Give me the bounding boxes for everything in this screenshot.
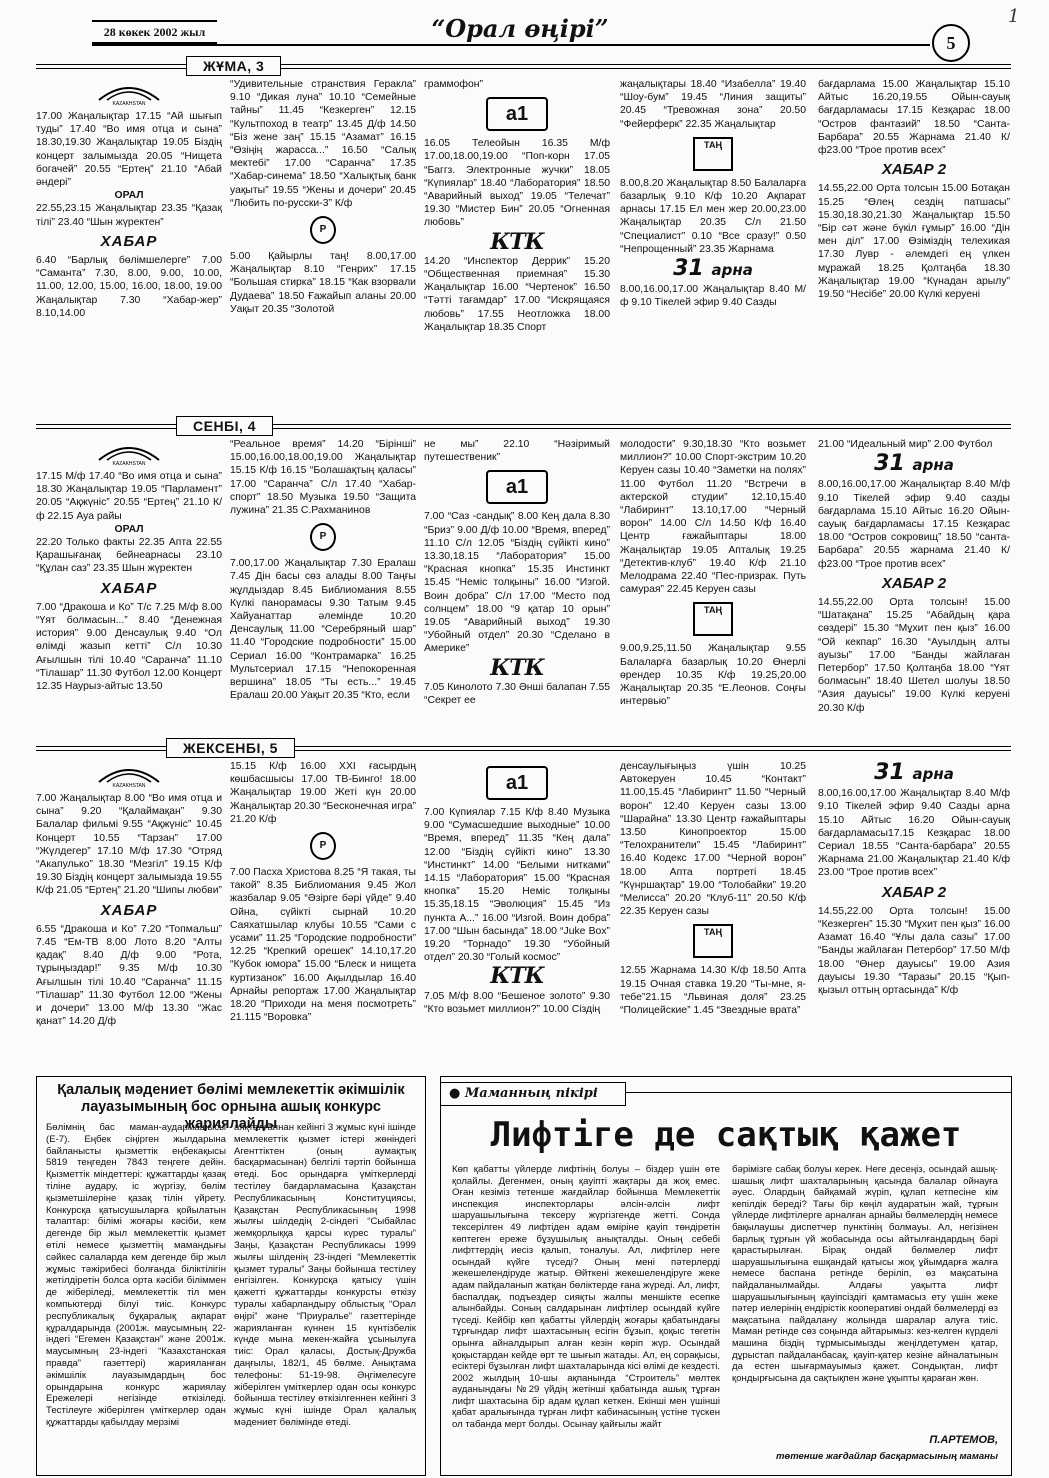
program-listing: 7.00,17.00 Жаңалықтар 7.30 Ералаш 7.45 Дін басы сөз алады 8.00 Таңғы жұлдыздар 8.45 Библиомания 8.55 Күлкі панорамасы 9.30 Татым 9.45 Хайуанаттар әлемінде 10.20 Денсаулық 11.00 “Серебряный шар” 11.40 “Городские подробности” 15.00 Сериал 16.00 “Контрамарка” 16.25 Мультсериал 17.15 “Непокоренная вершина” 18.05 “Ты есть...” 19.45 Ералаш 20.00 Уақыт 20.35 “Кто, если: [230, 558, 416, 702]
article: [440, 1076, 1012, 1476]
article-author: П.АРТЕМОВ,: [929, 1434, 998, 1446]
program-listing: “Реальное время” 14.20 “Біріншi” 15.00,16.00,18.00,19.00 Жаңалықтар 15.15 К/ф 16.15 “Болашақтың қаласы” 17.00 “Саранча” С/л 17.40 “Хабар-спорт” 18.50 Музыка 19.50 “Защита лужина” 21.35 С.Рахманинов: [230, 439, 416, 517]
page-number: 5: [932, 24, 970, 62]
region-heading: ОРАЛ: [114, 523, 144, 535]
day-label: ЖҰМА, 3: [186, 56, 281, 76]
program-listing: 14.55,22.00 Орта толсын! 15.00 “Кезкерген” 15.30 “Мұхит пен қыз” 16.00 Азамат 16.40 “Ұлы дала сазы” 17.00 “Банды жайлаған Петербор” 17.50 М/ф 18.00 “Өнер дауысы” 19.00 Азия дауысы 19.30 “Таразы” 20.15 “Қып-қызыл оттың ортасында” К/ф: [818, 905, 1010, 997]
channel-31-logo-icon: 31 арна: [673, 256, 753, 282]
program-listing: 12.55 Жарнама 14.30 К/ф 18.50 Апта 19.15 Очная ставка 19.20 “Ты-мне, я-тебе”21.15 “Львиная доля” 23.25 “Полицейские” 1.45 “Звездные врата”: [620, 965, 806, 1017]
ktk-logo-icon: КТК: [490, 963, 544, 990]
a1-logo-icon: a1: [486, 97, 548, 131]
notice-text-left: Бөлімнің бас маман-аудармашысы (Е-7). Еңбек сіңірген жылдарына байланысты қызметтік еңбекақысы 5819 теңгеден 7843 теңгеге дейін. Қызметтік міндеттері: құжаттарды қазақ тіліне аудару, іс жүргізу, бөлім қызметшілеріне қазақ тілін үйрету. Конкурсқа қатысушыларға қойылатын талаптар: білімі жоғары кәсіби, кем дегенде бір жыл мемлекеттік қызмет өтілі немесе қызметтің мамандығы сәйкес салаларда кем дегенде бір жыл жұмыс тәжірибесі болғанда біліктілігін жетілдіретін болса орта кәсіби біліммен де жіберіледі, мемлекеттік тіл мен компьютерді білуі тиіс. Конкурс республикалық бұқаралық ақпарат құралдарында (2001ж. маусымның 22-індегі “Егемен Қазақстан” және 2001ж. маусымның 23-індегі “Казахстанская правда” газеттері) жарияланған әкімшілік лауазымдардың бос орындарына конкурс жариялау Ережелері негізінде өткізіледі. Тестілеуге жіберілген үміткерлер одан құжаттарды қабылдау мерзімі: [46, 1122, 226, 1428]
program-listing: 8.00,16.00,17.00 Жаңалықтар 8.40 М/ф 9.10 Тікелей эфир 9.40 Сазды: [620, 284, 806, 309]
article-rubric: ● Маманның пікірі: [440, 1082, 626, 1106]
schedule-column: [424, 760, 610, 1066]
program-listing: 17.15 М/ф 17.40 “Во имя отца и сына” 18.30 Жаңалықтар 19.05 “Парламент” 20.05 “Ақжүніс” 20.55 “Ертең” 21.10 К/ф 22.15 Ауа райы: [36, 471, 222, 522]
program-listing: жаңалықтары 18.40 “Изабелла” 19.40 “Шоу-бум” 19.45 “Линия защиты” 20.45 “Тревожная зона” 20.50 “Фейерферк” 22.35 Жаңалықтар: [620, 79, 806, 130]
program-listing: денсаулығыңыз үшін 10.25 Автокеруен 10.45 “Контакт” 11.00,15.45 “Лабиринт” 11.50 “Черный ворон” 12.40 Керуен сазы 13.00 “Шарайна” 13.30 Центр ғажайыптары 13.50 Кинопроектор 15.00 “Телохранители” 15.45 “Лабиринт” 16.40 Кодекс 17.00 “Черной ворон” 18.00 Апта портреті 18.45 “Күнршақтар” 19.00 “Толобайки” 19.20 “Мелисса” 20.20 “Клуб-11” 20.50 К/ф 22.35 Керуен сазы: [620, 761, 806, 918]
schedule-column: [36, 760, 222, 1066]
program-listing: молодости” 9.30,18.30 “Кто возьмет миллион?” 10.00 Спорт-экстрим 10.20 Керуен сазы 10.40 “Заметки на полях” 11.00 Футбол 11.20 “Встречи в актерской студии” 12.10,15.40 “Лабиринт” 13.10,17.00 “Черный ворон” 14.00 С/л 14.50 К/ф 16.40 Центр ғажайыптары 18.00 Жаңалықтар 19.05 Апталық 19.25 “Детектив-клуб” 19.40 К/ф 21.10 Мелодрама 22.40 “Пес-призрак. Путь самурая” 22.45 Керуен сазы: [620, 439, 806, 596]
khabar-logo-icon: ХАБАР: [100, 579, 158, 597]
program-listing: 14.20 “Инспектор Деррик” 15.20 “Общественная приемная” 15.30 Жаңалықтар 16.00 “Чертенок” 16.50 “Тәтті тағамдар” 17.00 “Искрящаяся любовь” 17.55 Неотложка 18.00 Жаңалықтар 18.35 Спорт: [424, 255, 610, 333]
day-label: ЖЕКСЕНБІ, 5: [166, 738, 295, 758]
program-listing: граммофон”: [424, 79, 483, 90]
schedule-column: [36, 438, 222, 736]
khabar2-logo-icon: ХАБАР 2: [881, 574, 947, 592]
program-listing: 6.40 “Барлық бөлімшелерге” 7.00 “Саманта” 7.30, 8.00, 9.00, 10.00, 11.00, 12.00, 15.00, 16.00, 18.00, 19.00 Жаңалықтар 7.30 “Хабар-жер” 8.10,14.00: [36, 255, 222, 319]
schedule-column: [620, 78, 806, 412]
schedule-column: [424, 438, 610, 736]
schedule-column: [818, 78, 1010, 412]
issue-date: 28 көкек 2002 жыл: [92, 20, 217, 44]
program-listing: 9.00,9.25,11.50 Жаңалықтар 9.55 Балаларға базарлық 10.20 Өнерлі өрендер 10.35 К/ф 19.25,20.00 Жаңалықтар 20.35 “Е.Леонов. Соңғы интервью”: [620, 643, 806, 708]
svg-text:KAZAKHSTAN: KAZAKHSTAN: [112, 101, 146, 106]
program-listing: 5.00 Қайырлы таң! 8.00,17.00 Жаңалықтар 8.10 “Генрих” 17.15 “Большая стирка” 18.15 “Как взорвали Дудаева” 18.50 Ғажайып аланы 20.00 Уақыт 20.35 “Золотой: [230, 251, 416, 315]
program-listing: 14.55,22.00 Орта толсын! 15.00 “Шатақана” 15.25 “Абайдың қара сөздері” 15.30 “Мұхит пен қыз” 16.00 “Ой кекпар” 16.30 “Ауылдың алты ауызы” 17.00 “Банды жайлаған Петербор” 17.50 Қолтаңба 18.00 “Үят болмасын” 18.40 Шетел шолуы 18.50 “Азия дауысы” 19.00 Күлкі керуені 20.30 К/ф: [818, 597, 1010, 714]
article-headline: Лифтіге де сақтық қажет: [490, 1115, 962, 1155]
program-listing: 6.55 “Дракоша и Ко” 7.20 “Топмальш” 7.45 “Ем-ТВ 8.00 Лото 8.20 “Алты қадақ” 8.40 Д/ф 9.00 “Рота, тұрыңыздар!” 9.35 М/ф 10.30 Ағылшын тілі 10.40 “Саранча” 11.15 “Тілашар” 11.30 Футбол 12.00 “Жены и дочери” 13.00 М/ф 13.30 “Жас қанат” 14.20 Д/ф: [36, 923, 222, 1028]
day-label: СЕНБІ, 4: [176, 416, 273, 436]
competition-notice: [36, 1076, 426, 1476]
program-listing: бағдарлама 15.00 Жаңалықтар 15.10 Айтыс 16.20,19.55 Ойын-сауық бағдарламасы 17.15 Кезқарас 18.00 “Остров фантазий” 18.50 “Санта-Барбара” 20.55 Жарнама 21.40 К/ф23.00 “Трое против всех”: [818, 79, 1010, 157]
program-listing: 7.05 Кинолото 7.30 Әнші балапан 7.55 “Секрет ее: [424, 681, 610, 707]
program-listing: 8.00,8.20 Жаңалықтар 8.50 Балаларға базарлық 9.10 К/ф 10.20 Ақпарат арнасы 17.15 Ел мен жер 20.00,23.00 Жаңалықтар 20.35 С/л 21.50 “Специалист” 0.10 “Все сразу!” 0.50 “Непрощенный” 23.35 Жарнама: [620, 177, 806, 255]
day-bar-friday: [36, 56, 1011, 74]
program-listing: 8.00,16.00,17.00 Жаңалықтар 8.40 М/ф 9.10 Тікелей эфир 9.40 сазды бағдарлама 15.10 Айтыс 16.20 Ойын-сауық бағдарламасы 17.15 Кезқарас 18.00 “Остров сокровищ” 18.50 “санта-Барбара” 20.55 жарнама 21.40 К/ф23.00 “Трое против всех”: [818, 479, 1010, 570]
article-text-right: бәрімізге сабақ болуы керек. Неге десеңіз, осындай ашық-шашық лифт шахталарының қасында балалар ойнауға әуес. Олардың байқамай жүріп, құлап кетпесіне кім кепілдік береді? Тағы бір көңіл аударатын жай, тұрғын үйлерде лифтілерге арналған арнайы бөлмелердің немесе бақылаушы диспетчер пунктінің болмауы. Ал, негізінен барлық тұрғын үй жобасында осы айтылғандардың бәрі қарастырылған. Бірақ ондай бөлмелер лифт шаруашылығына ешқандай қатысы жоқ ұйымдарға жалға немесе баспана ретінде беріліп, өз мақсатына пайдаланылмайды. Алдағы уақытта лифт шаруашылығының қауіпсіздігі қамтамасыз ету үшін жеке пәтер иелерінің ендірістік кооперативі ондай бөлмелерді өз мақсатына пайдалану жолында шаралар алуға тиіс. Маман ретінде сөз соңында айтарымыз: кез-келген күрделі машина біздің тұрмысымызды жеңілдетумен қатар, дұрыстап пайдаланбасақ, қауіп-қатер кезіне айналатынын да естен шығармауымыз қажет. Сондықтан, лифт қондырғысына да сақтықпен және ұқыпты қараған жөн.: [732, 1164, 998, 1384]
program-listing: 7.00 Пасха Христова 8.25 “Я такая, ты такой” 8.35 Библиомания 9.45 Жол жазбалар 9.05 “Әзірге бәрі үйде” 9.40 Ойна, сүйікті сырнай 10.20 Саяхатшылар клубы 10.55 “Сами с усами” 11.25 “Городские подробности” 12.25 “Крепкий орешек” 14.10,17.20 “Кубок юмора” 15.00 “Блеск и нищета куртизанок” 16.00 Ақылдылар 16.40 Арнайы репортаж 17.00 Жаңалықтар 18.20 “Приходи на меня посмотреть” 21.115 “Воровка”: [230, 867, 416, 1024]
article-text-left: Көп қабатты үйлерде лифтінің болуы – біздер үшін өте қолайлы. Дегенмен, оның қауіпті жақтары да жоқ емес. Оған кезіміз тетенше жағдайлар бойынша Мемлекеттік инспекция инспекторлары әлсін-әлсін лифт шаруашылығына тексеру жүргізгенде жетті. Сонда тексерілген 49 лифтіден адам өміріне қауіп төндіретін көптеген ереже бұзушылық анықталды. Оның себебі лифттердің иесіз қалып, тоналуы. Ал, лифтілер неге осындай күйге түседі? Оның мені пәтерлерді жекешелендіруде жатыр. Өйткені жекешелендіруге жеке адам пайдаланып жатқан бөліктерде ғана жүреді. Ал, лифт, баспалдақ, подъездер сияқты жалпы меншікте есепке алынбайды. Соның салдарынан лифтілер осындай күйге түседі. Кейбір көп қабатты үйлердің жоғары қабатындағы тұрғындар лифт шахтасының есігін бұзып, қоқыс төгетін орынға айналдырып алған кезін көріп жүр. Осындай қоқыстардан кейде өрт те шығып жатады. Ал, ең сорақысы, есіктері бұзылған лифт шахталарында кісі өлімі де кездесті. 2002 жылдың 10-шы ақпанында “Строитель” мөлтек ауданындағы №29 үйдің жетінші қабатында ашық тұрған лифт шахтасына бір адам құлап кеткен. Екінші мен үшінші қабат аралығында тұрған лифт кабинасының үстіне түскен ол табанда мерт болды. Осынау қайғылы жайт: [452, 1164, 720, 1431]
program-listing: 7.00 Жаңалықтар 8.00 “Во имя отца и сына” 9.20 “Қалаймақан” 9.30 Балалар фильмі 9.55 “Ақжүніс” 10.45 Концерт 10.55 “Тарзан” 17.00 “Жүлдегер” 17.10 М/ф 17.30 “Отряд “Акапулько” 18.30 “Мезгіл” 19.15 К/ф 19.30 Біздің концерт залымызда 19.55 К/ф 21.05 “Ертең” 21.20 “Шипы любви”: [36, 793, 222, 897]
tan-logo-icon: ТАҢ: [693, 137, 733, 171]
schedule-column: [230, 78, 416, 412]
a1-logo-icon: a1: [486, 766, 548, 800]
khabar2-logo-icon: ХАБАР 2: [881, 883, 947, 901]
channel-31-logo-icon: 31 арна: [874, 760, 954, 785]
rika-logo-icon: Р: [310, 216, 336, 244]
program-listing: 16.05 Телеойын 16.35 М/ф 17.00,18.00,19.00 “Поп-корн 17.05 “Баггз. Электронные жучки” 18.05 “Күпиялар” 18.40 “Лаборатория” 18.50 “Аварийный выход” 19.05 “Телечат” 19.30 “Мистер Бин” 20.05 “Огненная любовь”: [424, 138, 610, 229]
program-listing: 7.00 Күпиялар 7.15 К/ф 8.40 Музыка 9.00 “Сумасшедшие выходные” 10.00 “Время, вперед” 11.35 “Кең дала” 12.00 “Біздің сүйікті кино” 13.30 “Инстинкт” 14.00 “Белыми нитками” 14.15 “Лаборатория” 15.00 “Красная кнопка” 15.20 Неміс толқыны 15.35,18.15 “Эволюция” 15.45 “Из пункта А...” 16.00 “Изгой. Воин добра” 17.00 “Шын басында” 18.00 “Juke Box” 19.20 “Торнадо” 19.30 “Убойный отдел” 20.30 “Голый космос”: [424, 807, 610, 964]
day-bar-saturday: [36, 416, 1011, 434]
schedule-column: [620, 438, 806, 736]
newspaper-title: “Орал өңірі”: [431, 14, 609, 43]
schedule-column: [230, 760, 416, 1066]
notice-title: Қалалық мәдениет бөлімі мемлекеттік әкімшілік лауазымының бос орнына ашық конкурс жариялайды: [57, 1082, 405, 1132]
program-listing: 14.55,22.00 Орта толсын 15.00 Ботақан 15.25 “Өлең сездің патшасы” 15.30,18.30,21.30 Жаңалықтар 15.50 “Бір сәт және бүкіл ғұмыр” 16.00 “Дін мен діл” 17.00 Өзіміздің телехикая 17.30 Лувр - әлемдегі ең үлкен мұражай 18.25 Қолтаңба 18.30 Жаңалықтар 19.00 “Күнадан арылу” 19.50 “Несібе” 20.00 Күлкі керуені: [818, 183, 1010, 301]
svg-text:KAZAKHSTAN: KAZAKHSTAN: [112, 461, 146, 466]
program-listing: 22.55,23.15 Жаңалықтар 23.35 “Қазақ тілі” 23.40 “Шын жүректен”: [36, 203, 222, 228]
header-rule: [92, 44, 930, 46]
region-heading: ОРАЛ: [114, 190, 144, 202]
schedule-column: [36, 78, 222, 412]
schedule-column: [620, 760, 806, 1066]
program-listing: 21.00 “Идеальный мир” 2.00 Футбол: [818, 439, 993, 450]
tan-logo-icon: ТАҢ: [693, 924, 733, 958]
program-listing: “Удивительные странствия Геракла” 9.10 “Дикая луна” 10.10 “Семейные тайны” 11.45 “Кезкерген” 12.15 “Культпоход в театр” 13.45 Д/ф 14.50 “Біз жене заң” 15.15 “Азамат” 16.15 “Өзіңің жарасса...” 16.50 “Салық мектебі” 17.00 “Саранча” 17.35 “Хабар-синема” 18.50 “Халықтық банк уақыты” 19.55 “Жены и дочери” 20.45 “Любить по-русски-3” К/ф: [230, 79, 416, 209]
schedule-column: [818, 760, 1010, 1066]
program-listing: 17.00 Жаңалықтар 17.15 “Ай шығып туды” 17.40 “Во имя отца и сына” 18.30,19.30 Жаңалықтар 19.05 Біздің концерт залымызда 20.05 “Нищета богачей” 20.55 “Ертең” 21.10 “Абай әндері”: [36, 111, 222, 189]
khabar2-logo-icon: ХАБАР 2: [881, 161, 947, 179]
program-listing: 15.15 К/ф 16.00 XXI ғасырдың көшбасшысы 17.00 ТВ-Бинго! 18.00 Жаңалықтар 19.00 Жеті күн 20.00 Жаңалықтар 20.30 “Бесконечная игра” 21.20 К/ф: [230, 761, 416, 825]
kazakhstan-logo-icon: [89, 762, 169, 788]
article-author-role: төтенше жағдайлар басқармасының маманы: [775, 1451, 998, 1462]
tan-logo-icon: ТАҢ: [693, 602, 733, 636]
program-listing: 7.00 “Дракоша и Ко” Т/с 7.25 М/ф 8.00 “Үят болмасын...” 8.40 “Денежная история” 9.00 Денсаулық 9.40 “Ол өлімді жазып кетті” С/л 10.30 Ағылшын тілі 10.40 “Саранча” 11.10 “Тілашар” 11.30 Футбол 12.00 Концерт 12.35 Наурыз-айтыс 13.50: [36, 601, 222, 693]
khabar-logo-icon: ХАБАР: [100, 232, 158, 250]
program-listing: 22.20 Только факты 22.35 Апта 22.55 Қарашығанақ бейнеарнасы 23.10 “Құлан саз” 23.35 Шын жүректен: [36, 537, 222, 575]
channel-31-logo-icon: 31 арна: [874, 451, 954, 477]
schedule-column: [230, 438, 416, 736]
schedule-column: [424, 78, 610, 412]
khabar-logo-icon: ХАБАР: [100, 901, 158, 919]
kazakhstan-logo-icon: [89, 440, 169, 466]
notice-text-right: аяқталғаннан кейінгі 3 жұмыс күні ішінде мемлекеттік қызмет істері жөніндегі Агенттіктен (оның аумақтық басқармасынан) белгілі тәртіп бойынша өтеді. Бос орындарға үміткерлерді тестілеу бағдарламасына Қазақстан Республикасының Конституциясы, Қазақстан Республикасының 1998 жылғы шілдедің 2-сіндегі “Сыбайлас жемқорлыққа қарсы күрес туралы” Заңы, Қазақстан Республикасы 1999 жылғы шілденің 23-індегі “Мемлекеттік қызмет туралы” Заңы бойынша тестілеу енгізілген. Конкурсқа қатысу үшін қажетті құжаттарды конкурсты өткізу туралы хабарландыру облыстық “Орал өңірі” және “Приуралье” газеттерінде жарияланған күннен 15 күнтізбелік күнде мына мекен-жайға ұсынылуға тиіс: Орал қаласы, Достық-Дружба даңғылы, 182/1, 45 бөлме. Анықтама телефоны: 51-19-98. Әңгімелесуге жіберілген үміткерлер одан осы конкурс бойынша тестілеу өткізілгеннен кейінгі 3 жұмыс күні ішінде Орал қалалық мәдениет бөлімінде өтеді.: [234, 1122, 416, 1428]
a1-logo-icon: a1: [486, 470, 548, 504]
ktk-logo-icon: КТК: [490, 228, 544, 255]
program-listing: 7.00 “Саз -сандық” 8.00 Кең дала 8.30 “Бриз” 9.00 Д/ф 10.00 “Время, вперед” 11.10 С/л 12.05 “Біздің сүйікті кино” 13.30,18.15 “Лаборатория” 15.00 “Красная кнопка” 15.35 Инстинкт 15.45 “Неміс толқыны” 16.00 “Изгой. Воин добра” С/л 17.00 “Место под солнцем” 18.00 “9 қатар 10 орын” 19.05 “Аварийный выход” 19.30 “Убойный отдел” 20.30 “Сделано в Америке”: [424, 511, 610, 655]
handwritten-mark: 1: [1008, 6, 1020, 27]
program-listing: 7.05 М/ф 8.00 “Бешеное золото” 9.30 “Кто возьмет миллион?” 10.00 Сіздің: [424, 990, 610, 1015]
svg-text:KAZAKHSTAN: KAZAKHSTAN: [112, 783, 146, 788]
schedule-column: [818, 438, 1010, 736]
day-bar-sunday: [36, 738, 1011, 756]
kazakhstan-logo-icon: [89, 80, 169, 106]
program-listing: не мы” 22.10 “Нәзiримый путешественик”: [424, 439, 610, 464]
rika-logo-icon: Р: [310, 523, 336, 551]
rika-logo-icon: Р: [310, 832, 336, 860]
ktk-logo-icon: КТК: [490, 654, 544, 681]
program-listing: 8.00,16.00,17.00 Жаңалықтар 8.40 М/ф 9.10 Тікелей эфир 9.40 Сазды арна 15.10 Айтыс 16.20 Ойын-сауық бағдарламасы17.15 Кезқарас 18.00 Сериал 18.55 “Санта-барбара” 20.55 Жарнама 21.00 Жаңалықтар 21.40 К/ф 23.00 “Трое против всех”: [818, 788, 1010, 879]
